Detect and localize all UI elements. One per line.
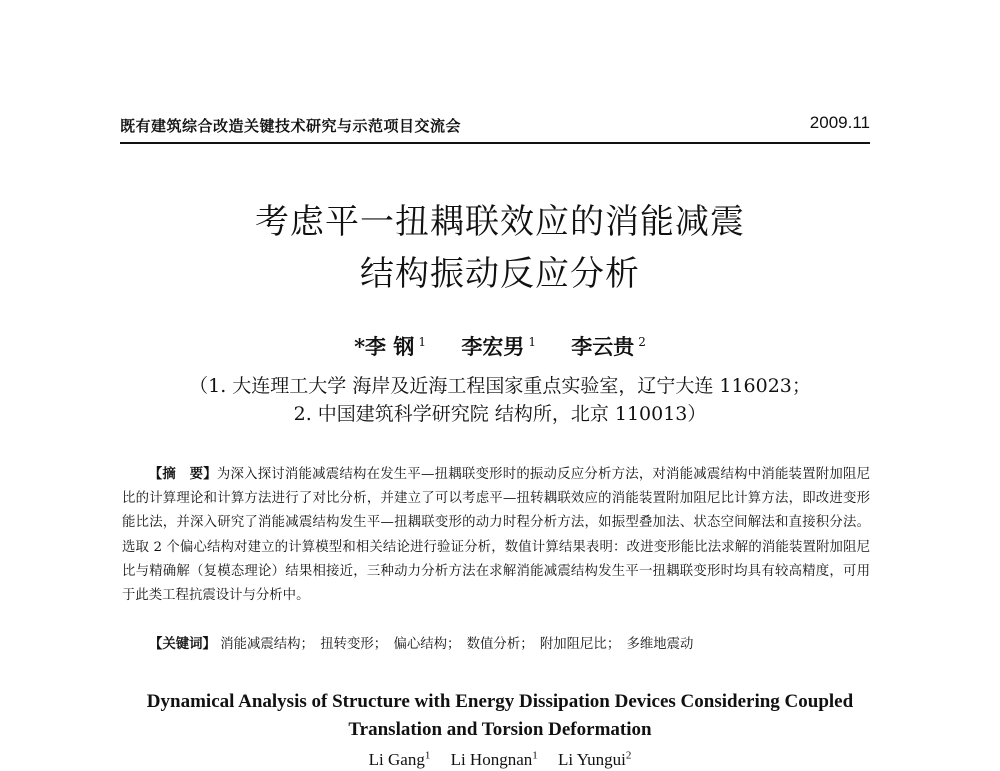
english-author-name: Li Yungui xyxy=(558,749,626,769)
english-author-list xyxy=(0,744,1000,771)
title-line-1: 考虑平一扭耦联效应的消能减震 xyxy=(255,202,745,242)
english-author-name: Li Gang xyxy=(368,749,425,769)
author-list xyxy=(0,328,1000,361)
english-author-affil-mark: 1 xyxy=(532,749,538,761)
author-affil-mark: 1 xyxy=(528,335,536,349)
author-name: 李云贵 xyxy=(571,334,635,359)
english-author-name: Li Hongnan xyxy=(450,749,533,769)
keyword: 扭转变形； xyxy=(320,637,388,652)
running-header xyxy=(120,113,870,141)
keyword: 多维地震动 xyxy=(626,637,694,652)
english-author xyxy=(558,750,631,769)
affiliation-line-2: 2. 中国建筑科学研究院 结构所，北京 110013） xyxy=(293,403,707,425)
author-affil-mark: 1 xyxy=(418,335,427,349)
english-title-line-1: Dynamical Analysis of Structure with Energy Dissipation Devices Considering Coupled xyxy=(146,691,854,712)
author xyxy=(461,334,536,359)
keywords-label: 【关键词】 xyxy=(149,636,216,652)
keyword: 数值分析； xyxy=(466,637,534,652)
english-author-affil-mark: 1 xyxy=(424,749,431,761)
abstract-label: 【摘 要】 xyxy=(148,466,217,482)
author xyxy=(571,334,646,359)
author-name: *李 钢 xyxy=(354,334,415,359)
keywords xyxy=(122,632,870,657)
english-author xyxy=(451,750,538,769)
paper-title xyxy=(0,196,1000,300)
conference-name: 既有建筑综合改造关键技术研究与示范项目交流会 xyxy=(120,117,462,135)
header-date: 2009.11 xyxy=(809,113,870,132)
title-line-2: 结构振动反应分析 xyxy=(360,254,640,294)
author-affil-mark: 2 xyxy=(638,335,646,349)
author xyxy=(354,334,426,359)
keyword: 附加阻尼比； xyxy=(539,637,621,652)
keyword: 偏心结构； xyxy=(393,637,461,652)
english-author xyxy=(369,750,431,769)
abstract-text: 为深入探讨消能减震结构在发生平—扭耦联变形时的振动反应分析方法，对消能减震结构中消能装置附加阻尼比的计算理论和计算方法进行了对比分析，并建立了可以考虑平—扭转耦联效应的消能装置附加阻尼比计算方法，即改进变形能比法，并深入研究了消能减震结构发生平—扭耦联变形的动力时程分析方法，如振型叠加法、状态空间解法和直接积分法。选取 2 个偏心结构对建立的计算模型和相关结论进行验证分析，数值计算结果表明：改进变形能比法求解的消能装置附加阻尼比与精确解（复模态理论）结果相接近，三种动力分析方法在求解消能减震结构发生平一扭耦联变形时均具有较高精度，可用于此类工程抗震设计与分析中。 xyxy=(122,467,871,604)
english-title xyxy=(0,688,1000,744)
affiliations xyxy=(0,372,1000,428)
affiliation-line-1: （1. 大连理工大学 海岸及近海工程国家重点实验室，辽宁大连 116023； xyxy=(189,375,811,397)
abstract xyxy=(122,462,870,608)
english-author-affil-mark: 2 xyxy=(625,749,632,761)
english-title-line-2: Translation and Torsion Deformation xyxy=(348,719,652,740)
keyword: 消能减震结构； xyxy=(220,637,314,652)
author-name: 李宏男 xyxy=(461,334,525,359)
header-rule xyxy=(120,142,870,144)
abstract-paragraph xyxy=(122,462,870,608)
